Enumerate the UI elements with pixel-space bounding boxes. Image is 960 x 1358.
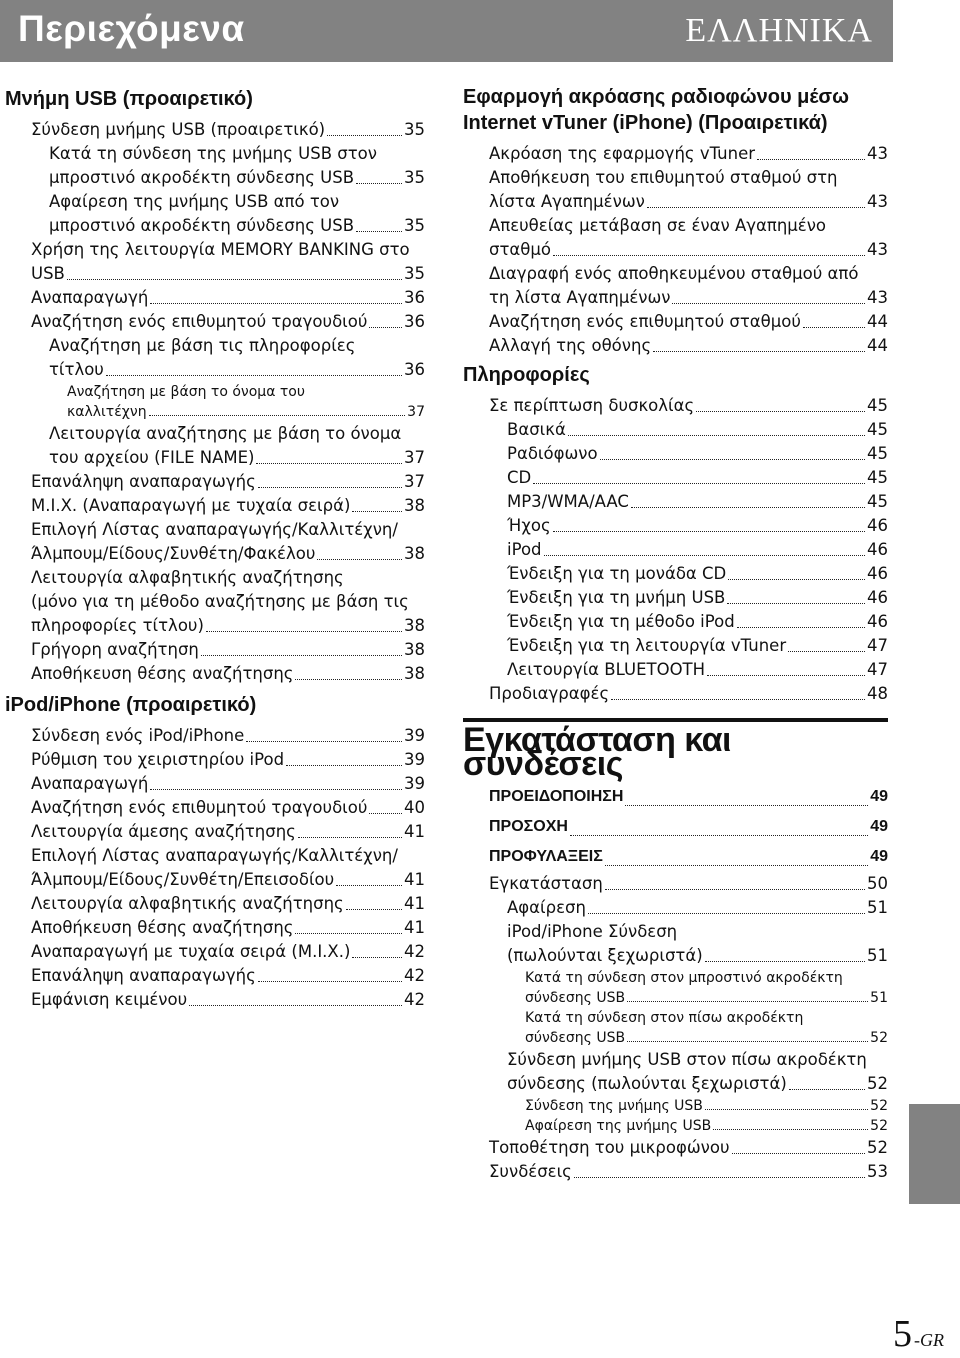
toc-page-number: 51: [867, 946, 888, 965]
toc-entry-text: σύνδεσης USB: [525, 990, 626, 1006]
toc-page-number: 39: [404, 726, 425, 745]
toc-page-number: 43: [867, 192, 888, 211]
toc-entry-text: Ένδειξη για τη μέθοδο iPod: [507, 612, 735, 631]
dot-leader: [544, 555, 865, 556]
toc-entry-text: Επανάληψη αναπαραγωγής: [31, 472, 256, 491]
toc-entry-text: Λειτουργία άμεσης αναζήτησης: [31, 822, 296, 841]
dot-leader: [67, 279, 402, 280]
dot-leader: [647, 207, 865, 208]
dot-leader: [295, 933, 402, 934]
dot-leader: [570, 835, 868, 836]
toc-page-number: 41: [404, 918, 425, 937]
toc-page-number: 49: [870, 788, 888, 805]
toc-entry-text: M.I.X. (Αναπαραγωγή με τυχαία σειρά): [31, 496, 351, 515]
toc-page-number: 38: [404, 664, 425, 683]
toc-entry-text: USB: [31, 264, 65, 283]
toc-page-number: 43: [867, 288, 888, 307]
dot-leader: [672, 303, 865, 304]
page-number: [893, 1312, 944, 1356]
toc-page-number: 45: [867, 468, 888, 487]
toc-page-number: 44: [867, 312, 888, 331]
dot-leader: [568, 435, 865, 436]
toc-entry-text: Σύνδεση της μνήμης USB: [525, 1098, 703, 1114]
toc-entry[interactable]: [489, 842, 888, 872]
dot-leader: [206, 631, 402, 632]
dot-leader: [286, 765, 402, 766]
toc-entry-text: Σύνδεση ενός iPod/iPhone: [31, 726, 245, 745]
toc-entry[interactable]: [49, 142, 425, 190]
page-title: Περιεχόμενα: [18, 8, 245, 49]
toc-entry-text: σύνδεσης USB: [525, 1030, 626, 1046]
toc-entry[interactable]: [31, 988, 425, 1012]
toc-entry-text: Ένδειξη για τη μονάδα CD: [507, 564, 727, 583]
dot-leader: [258, 487, 402, 488]
toc-entry[interactable]: [507, 466, 888, 490]
toc-page-number: 41: [404, 822, 425, 841]
toc-entry[interactable]: [507, 418, 888, 442]
toc-entry-text: Ραδιόφωνο: [507, 444, 598, 463]
toc-entry[interactable]: [507, 514, 888, 538]
toc-entry-text: Αναζήτηση με βάση το όνομα του: [67, 384, 305, 400]
toc-entry-text: Διαγραφή ενός αποθηκευμένου σταθμού από: [489, 264, 859, 283]
page-number-value: 5: [893, 1313, 912, 1355]
toc-page-number: 45: [867, 492, 888, 511]
toc-entry[interactable]: [507, 442, 888, 466]
toc-entry[interactable]: [507, 586, 888, 610]
toc-entry-text: Ήχος: [507, 516, 551, 535]
dot-leader: [611, 699, 865, 700]
dot-leader: [574, 1177, 865, 1178]
dot-leader: [336, 885, 402, 886]
toc-page-number: 45: [867, 420, 888, 439]
toc-page-number: 50: [867, 874, 888, 893]
toc-page-number: 44: [867, 336, 888, 355]
toc-entry-text: Βασικά: [507, 420, 566, 439]
toc-page-number: 46: [867, 516, 888, 535]
toc-entry[interactable]: [31, 772, 425, 796]
toc-entry[interactable]: [31, 964, 425, 988]
toc-entry-text: Αναπαραγωγή: [31, 774, 149, 793]
toc-entry[interactable]: [489, 394, 888, 418]
toc-page-number: 35: [404, 168, 425, 187]
toc-entry[interactable]: [489, 214, 888, 262]
toc-entry[interactable]: [525, 1008, 888, 1048]
toc-entry[interactable]: [67, 382, 425, 422]
toc-entry[interactable]: [31, 566, 425, 638]
dot-leader: [533, 483, 865, 484]
toc-entry[interactable]: [31, 796, 425, 820]
toc-page-number: 52: [870, 1098, 888, 1114]
dot-leader: [600, 459, 865, 460]
dot-leader: [757, 159, 865, 160]
toc-entry-text: iPod/iPhone Σύνδεση: [507, 922, 678, 941]
toc-entry-text: CD: [507, 468, 532, 487]
dot-leader: [189, 1005, 402, 1006]
toc-entry-text: Σε περίπτωση δυσκολίας: [489, 396, 695, 415]
toc-entry[interactable]: [489, 1136, 888, 1160]
toc-page-number: 52: [870, 1118, 888, 1134]
toc-entry[interactable]: [31, 238, 425, 286]
dot-leader: [605, 889, 865, 890]
toc-entry-text: Εμφάνιση κειμένου: [31, 990, 188, 1009]
toc-entry-text: Άλμπουμ/Είδους/Συνθέτη/Επεισοδίου: [31, 870, 335, 889]
toc-entry-text: Χρήση της λειτουργία MEMORY BANKING στο: [31, 240, 410, 259]
toc-entry[interactable]: [31, 724, 425, 748]
language-label: ΕΛΛΗΝΙΚΑ: [685, 12, 873, 49]
dot-leader: [356, 231, 402, 232]
toc-entry-text: Αφαίρεση της μνήμης USB: [525, 1118, 712, 1134]
toc-entry[interactable]: [31, 494, 425, 518]
toc-entry-text: Ένδειξη για τη μνήμη USB: [507, 588, 726, 607]
dot-leader: [356, 183, 402, 184]
toc-entry-text: Γρήγορη αναζήτηση: [31, 640, 199, 659]
toc-entry[interactable]: [31, 518, 425, 566]
toc-entry[interactable]: [31, 748, 425, 772]
toc-right-column: [463, 80, 888, 1184]
toc-entry-text: Αναζήτηση ενός επιθυμητού τραγουδιού: [31, 798, 368, 817]
header-bar: [0, 0, 893, 62]
toc-entry[interactable]: [489, 334, 888, 358]
toc-entry[interactable]: [489, 1160, 888, 1184]
toc-entry[interactable]: [507, 490, 888, 514]
dot-leader: [369, 327, 402, 328]
toc-page-number: 38: [404, 616, 425, 635]
toc-page-number: 41: [404, 870, 425, 889]
toc-entry-text: λίστα Αγαπημένων: [489, 192, 645, 211]
dot-leader: [789, 1089, 865, 1090]
toc-entry-text: καλλιτέχνη: [67, 404, 147, 420]
dot-leader: [696, 411, 865, 412]
section-heading: Μνήμη USB (προαιρετικό): [5, 88, 253, 110]
toc-entry[interactable]: [31, 310, 425, 334]
toc-page-number: 41: [404, 894, 425, 913]
toc-page-number: 52: [867, 1074, 888, 1093]
toc-entry-text: Επανάληψη αναπαραγωγής: [31, 966, 256, 985]
toc-page-number: 47: [867, 660, 888, 679]
dot-leader: [705, 961, 865, 962]
toc-entry[interactable]: [507, 920, 888, 968]
toc-page-number: 48: [867, 684, 888, 703]
toc-entry-text: Εγκατάσταση: [489, 874, 603, 893]
toc-entry-text: Λειτουργία BLUETOOTH: [507, 660, 706, 679]
dot-leader: [246, 741, 402, 742]
toc-entry-text: Λειτουργία αναζήτησης με βάση το όνομα: [49, 424, 402, 443]
toc-entry-text: Κατά τη σύνδεση στον μπροστινό ακροδέκτη: [525, 970, 843, 986]
dot-leader: [737, 627, 865, 628]
toc-entry[interactable]: [31, 638, 425, 662]
dot-leader: [788, 651, 865, 652]
dot-leader: [150, 789, 402, 790]
toc-entry-text: Αφαίρεση: [507, 898, 586, 917]
toc-page-number: 36: [404, 360, 425, 379]
toc-page-number: 39: [404, 750, 425, 769]
section-heading: Πληροφορίες: [463, 364, 590, 386]
toc-page-number: 49: [870, 848, 888, 865]
dot-leader: [352, 957, 402, 958]
toc-entry-text: Σύνδεση μνήμης USB στον πίσω ακροδέκτη: [507, 1050, 867, 1069]
toc-page-number: 46: [867, 588, 888, 607]
chapter-heading: Εγκατάσταση και συνδέσεις: [463, 718, 888, 776]
toc-entry[interactable]: [525, 968, 888, 1008]
toc-entry[interactable]: [31, 118, 425, 142]
toc-page-number: 39: [404, 774, 425, 793]
toc-page-number: 42: [404, 990, 425, 1009]
toc-entry-text: Ακρόαση της εφαρμογής vTuner: [489, 144, 756, 163]
toc-entry-text: Αποθήκευση θέσης αναζήτησης: [31, 918, 294, 937]
section-heading: iPod/iPhone (προαιρετικό): [5, 694, 257, 716]
dot-leader: [346, 909, 402, 910]
toc-entry[interactable]: [31, 892, 425, 916]
toc-entry-text: ΠΡΟΕΙΔΟΠΟΙΗΣΗ: [489, 788, 624, 805]
toc-entry-text: Αναπαραγωγή με τυχαία σειρά (M.I.X.): [31, 942, 351, 961]
toc-entry[interactable]: [525, 1096, 888, 1116]
toc-page-number: 35: [404, 120, 425, 139]
toc-page-number: 45: [867, 396, 888, 415]
dot-leader: [553, 255, 865, 256]
toc-entry-text: ΠΡΟΣΟΧΗ: [489, 818, 568, 835]
toc-entry[interactable]: [489, 262, 888, 310]
toc-entry[interactable]: [507, 538, 888, 562]
toc-entry[interactable]: [507, 896, 888, 920]
toc-page-number: 53: [867, 1162, 888, 1181]
toc-entry[interactable]: [489, 872, 888, 896]
dot-leader: [258, 981, 402, 982]
toc-entry-text: Λειτουργία αλφαβητικής αναζήτησης: [31, 568, 344, 587]
toc-entry-text: σταθμό: [489, 240, 551, 259]
dot-leader: [631, 507, 865, 508]
toc-entry[interactable]: [489, 142, 888, 166]
toc-page-number: 37: [404, 472, 425, 491]
dot-leader: [713, 1129, 868, 1130]
toc-entry[interactable]: [31, 470, 425, 494]
toc-entry-text: Αναπαραγωγή: [31, 288, 149, 307]
toc-entry-text: ΠΡΟΦΥΛΑΞΕΙΣ: [489, 848, 603, 865]
dot-leader: [150, 303, 402, 304]
toc-entry[interactable]: [507, 610, 888, 634]
toc-left-column: [5, 80, 425, 1012]
toc-entry-text: πληροφορίες τίτλου): [31, 616, 204, 635]
toc-page-number: 37: [407, 404, 425, 420]
toc-entry-text: Προδιαγραφές: [489, 684, 610, 703]
toc-page-number: 42: [404, 942, 425, 961]
dot-leader: [707, 675, 865, 676]
side-tab-marker: [909, 1104, 960, 1204]
dot-leader: [201, 655, 402, 656]
toc-entry[interactable]: [489, 782, 888, 812]
toc-page-number: 40: [404, 798, 425, 817]
dot-leader: [106, 375, 402, 376]
toc-page-number: 52: [867, 1138, 888, 1157]
toc-entry-text: Αλλαγή της οθόνης: [489, 336, 652, 355]
toc-page-number: 42: [404, 966, 425, 985]
toc-page-number: 36: [404, 312, 425, 331]
toc-page-number: 51: [867, 898, 888, 917]
toc-page-number: 38: [404, 544, 425, 563]
toc-entry-text: Άλμπουμ/Είδους/Συνθέτη/Φακέλου: [31, 544, 316, 563]
toc-entry-text: του αρχείου (FILE NAME): [49, 448, 255, 467]
toc-page-number: 38: [404, 496, 425, 515]
toc-entry[interactable]: [49, 422, 425, 470]
dot-leader: [352, 511, 402, 512]
toc-page-number: 52: [870, 1030, 888, 1046]
toc-entry-text: iPod: [507, 540, 542, 559]
toc-entry-text: τη λίστα Αγαπημένων: [489, 288, 671, 307]
dot-leader: [627, 1001, 868, 1002]
toc-entry-text: Απευθείας μετάβαση σε έναν Αγαπημένο: [489, 216, 827, 235]
toc-entry-text: Αφαίρεση της μνήμης USB από τον: [49, 192, 340, 211]
toc-page-number: 43: [867, 144, 888, 163]
toc-page-number: 35: [404, 216, 425, 235]
toc-entry[interactable]: [31, 916, 425, 940]
toc-page-number: 36: [404, 288, 425, 307]
toc-entry[interactable]: [489, 682, 888, 706]
toc-entry-text: Αποθήκευση θέσης αναζήτησης: [31, 664, 294, 683]
toc-entry[interactable]: [489, 812, 888, 842]
dot-leader: [317, 559, 402, 560]
toc-page-number: 46: [867, 540, 888, 559]
toc-entry-text: Κατά τη σύνδεση της μνήμης USB στον: [49, 144, 377, 163]
toc-entry[interactable]: [31, 940, 425, 964]
toc-page-number: 43: [867, 240, 888, 259]
dot-leader: [256, 463, 402, 464]
toc-entry-text: Ένδειξη για τη λειτουργία vTuner: [507, 636, 787, 655]
toc-entry-text: σύνδεσης (πωλούνται ξεχωριστά): [507, 1074, 787, 1093]
toc-entry-text: Ρύθμιση του χειριστηρίου iPod: [31, 750, 285, 769]
toc-entry-text: Αποθήκευση του επιθυμητού σταθμού στη: [489, 168, 838, 187]
toc-entry-text: Συνδέσεις: [489, 1162, 572, 1181]
toc-entry-text: (μόνο για τη μέθοδο αναζήτησης με βάση τις: [31, 592, 409, 611]
toc-page-number: 49: [870, 818, 888, 835]
section-heading: Εφαρμογή ακρόασης ραδιοφώνου μέσω Internet vTuner (iPhone) (Προαιρετικά): [463, 86, 849, 134]
dot-leader: [625, 805, 868, 806]
dot-leader: [295, 679, 402, 680]
toc-entry[interactable]: [507, 658, 888, 682]
toc-entry[interactable]: [507, 634, 888, 658]
dot-leader: [727, 603, 865, 604]
toc-page-number: 38: [404, 640, 425, 659]
toc-page-number: 45: [867, 444, 888, 463]
toc-entry-text: Αναζήτηση ενός επιθυμητού τραγουδιού: [31, 312, 368, 331]
page-number-suffix: -GR: [914, 1330, 944, 1350]
dot-leader: [803, 327, 865, 328]
dot-leader: [705, 1109, 868, 1110]
toc-entry-text: Αναζήτηση με βάση τις πληροφορίες: [49, 336, 356, 355]
toc-entry-text: Σύνδεση μνήμης USB (προαιρετικό): [31, 120, 326, 139]
toc-entry[interactable]: [489, 310, 888, 334]
toc-entry-text: Αναζήτηση ενός επιθυμητού σταθμού: [489, 312, 801, 331]
toc-entry[interactable]: [507, 562, 888, 586]
dot-leader: [553, 531, 865, 532]
dot-leader: [369, 813, 402, 814]
dot-leader: [588, 913, 865, 914]
toc-entry[interactable]: [31, 662, 425, 686]
dot-leader: [327, 135, 402, 136]
toc-page-number: 35: [404, 264, 425, 283]
toc-entry-text: μπροστινό ακροδέκτη σύνδεσης USB: [49, 168, 355, 187]
toc-entry[interactable]: [31, 844, 425, 892]
toc-page-number: 46: [867, 612, 888, 631]
toc-entry-text: μπροστινό ακροδέκτη σύνδεσης USB: [49, 216, 355, 235]
toc-page-number: 47: [867, 636, 888, 655]
toc-page-number: 46: [867, 564, 888, 583]
toc-entry[interactable]: [49, 334, 425, 382]
dot-leader: [653, 351, 865, 352]
dot-leader: [605, 865, 868, 866]
dot-leader: [732, 1153, 865, 1154]
toc-entry-text: Επιλογή Λίστας αναπαραγωγής/Καλλιτέχνη/: [31, 520, 398, 539]
toc-entry[interactable]: [31, 286, 425, 310]
toc-entry[interactable]: [31, 820, 425, 844]
toc-entry[interactable]: [525, 1116, 888, 1136]
toc-entry-text: Τοποθέτηση του μικροφώνου: [489, 1138, 730, 1157]
toc-entry-text: τίτλου: [49, 360, 104, 379]
toc-page-number: 37: [404, 448, 425, 467]
toc-entry[interactable]: [507, 1048, 888, 1096]
dot-leader: [728, 579, 865, 580]
toc-entry[interactable]: [49, 190, 425, 238]
toc-entry-text: Κατά τη σύνδεση στον πίσω ακροδέκτη: [525, 1010, 804, 1026]
dot-leader: [149, 415, 406, 416]
toc-entry-text: Λειτουργία αλφαβητικής αναζήτησης: [31, 894, 344, 913]
toc-entry-text: MP3/WMA/AAC: [507, 492, 629, 511]
toc-page-number: 51: [870, 990, 888, 1006]
dot-leader: [627, 1041, 868, 1042]
toc-entry[interactable]: [489, 166, 888, 214]
toc-entry-text: Επιλογή Λίστας αναπαραγωγής/Καλλιτέχνη/: [31, 846, 398, 865]
dot-leader: [298, 837, 402, 838]
toc-entry-text: (πωλούνται ξεχωριστά): [507, 946, 703, 965]
